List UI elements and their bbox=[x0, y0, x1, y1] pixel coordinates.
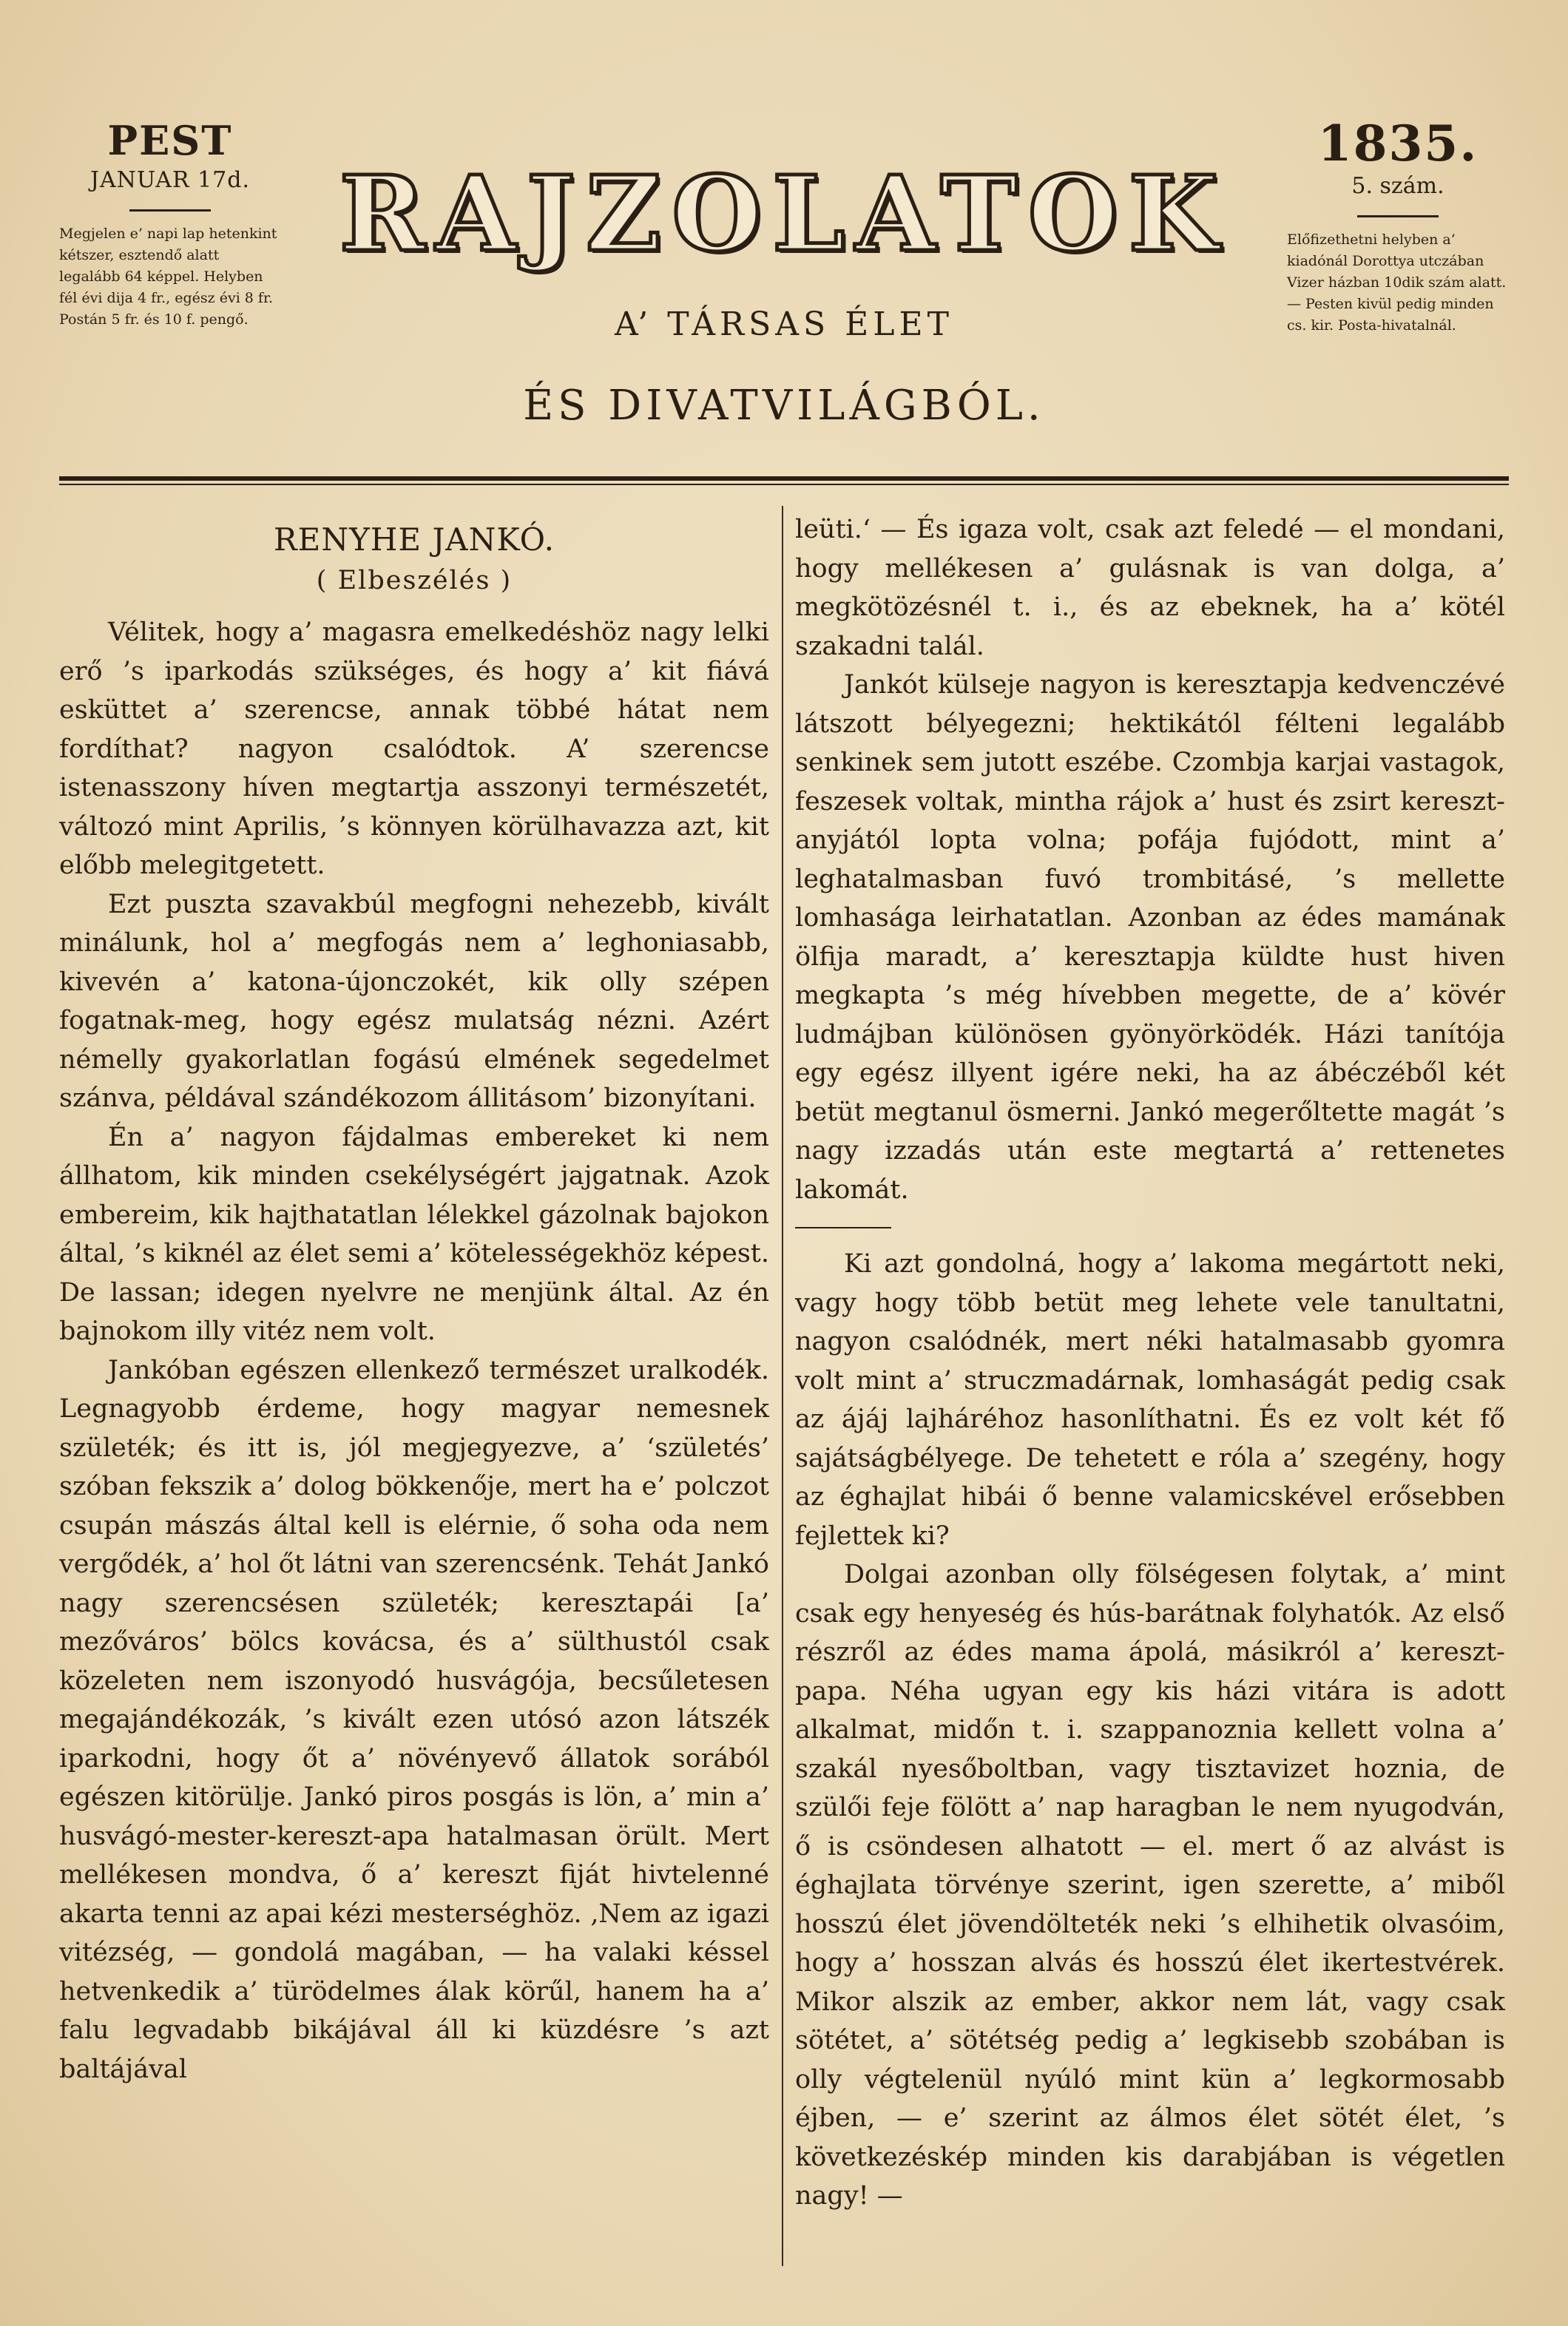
header-left-rule bbox=[129, 209, 211, 212]
story-title: RENYHE JANKÓ. bbox=[274, 521, 555, 558]
paragraph: Ezt puszta szavakbúl megfogni nehezebb, kivált minálunk, hol a’ megfogás nem a’ leghoniasabb, kivevén a’ katona-újonczokét, kik olly szépen fogatnak-meg, hogy egész mulatság nézni. Azért némelly gyakorlatlan fogású elmének segedelmet szánva, példával szándékozom állitásom’ bizonyítani. bbox=[59, 889, 769, 1113]
header-rule-thin bbox=[59, 484, 1509, 485]
header-right-rule bbox=[1357, 215, 1439, 217]
header-rule-thick bbox=[59, 476, 1509, 481]
masthead-title: RAJZOLATOK bbox=[339, 154, 1229, 275]
masthead-subtitle-2: ÉS DIVATVILÁGBÓL. bbox=[523, 382, 1045, 430]
city-name: PEST bbox=[107, 117, 233, 164]
paragraph: leüti.‘ — És igaza volt, csak azt feledé — el mondani, hogy mellékesen a’ gulásnak is van dolga, a’ megkötözésnél t. i., és az ebeknek, ha a’ kötél szakadni talál. bbox=[795, 515, 1505, 661]
subscription-note: Előfizethetni helyben a’ kiadónál Dorottya utczában Vizer házban 10dik szám alatt. — Pesten kivül pedig minden cs. kir. Posta-hivatalnál. bbox=[1287, 231, 1507, 334]
paragraph: Jankóban egészen ellenkező természet uralkodék. Legnagyobb érdeme, hogy magyar nemesnek születék; és itt is, jól megjegyezve, a’ ‘születés’ szóban fekszik a’ dolog bökkenője, mert ha e’ polczot csupán mászás által kell is elérnie, ő soha oda nem vergődék, a’ hol őt látni van szerencsénk. Tehát Jankó nagy szerencsésen születék; keresztapái [a’ mezőváros’ bölcs kovácsa, és a’ sülthustól csak közeleten nem iszonyodó husvágója, becsűletesen megajándékozák, ’s kivált ezen utósó azon látszék iparkodni, hogy őt a’ növényevő állatok sorából egészen kitörülje. Jankó piros posgás is lön, a’ min a’ husvágó-mester-kereszt-apa hatalmasan örült. Mert mellékesen mondva, ő a’ kereszt fiját hivtelenné akarta tenni az apai kézi mesterséghöz. ‚Nem az igazi vitézség, — gondolá magában, — ha valaki késsel hetvenkedik a’ türödelmes álak körűl, hanem ha a’ falu legvadabb bikájával áll ki küzdésre ’s azt baltájával bbox=[59, 1355, 769, 2084]
column-divider bbox=[782, 506, 783, 2266]
paragraph: Ki azt gondolná, hogy a’ lakoma megártott neki, vagy hogy több betüt meg lehete vele tanultatni, nagyon csalódnék, mert néki hatalmasabb gyomra volt mint a’ struczmadárnak, lomhaságát pedig csak az ájáj lajháréhoz hasonlíthatni. És ez volt két fő sajátságbélyege. De tehetett e róla a’ szegény, hogy az éghajlat hibái ő benne valamicskével erősebben fejlettek ki? bbox=[795, 1249, 1505, 1551]
publication-note: Megjelen e’ napi lap hetenkint kétszer, esztendő alatt legalább 64 képpel. Helyben fél évi dija 4 fr., egész évi 8 fr. Postán 5 fr. és 10 f. pengő. bbox=[59, 226, 277, 328]
issue-year: 1835. bbox=[1317, 115, 1479, 172]
paragraph: Jankót külseje nagyon is keresztapja kedvenczévé látszott bélyegezni; hektikától félteni legalább senkinek sem jutott eszébe. Czombja karjai vastagok, feszesek voltak, mintha rájok a’ hust és zsirt kereszt-anyjától lopta volna; pofája fujódott, mint a’ leghatalmasban fuvó trombitásé, ’s mellette lomhasága leirhatatlan. Azonban az édes mamának ölfija maradt, a’ keresztapja küldte hust hiven megkapta ’s még hívebben megette, de a’ kövér ludmájban különösen gyönyörködék. Házi tanítója egy egész illyent igére neki, ha az ábéczéből két betüt megtanul ösmerni. Jankó megerőltette magát ’s nagy izzadás után este megtartá a’ rettenetes lakomát. bbox=[795, 670, 1505, 1205]
issue-number: 5. szám. bbox=[1351, 173, 1444, 199]
right-column bbox=[795, 510, 1505, 2216]
masthead-subtitle-1: A’ TÁRSAS ÉLET bbox=[615, 305, 953, 343]
paragraph: Vélitek, hogy a’ magasra emelkedéshöz nagy lelki erő ’s iparkodás szükséges, és hogy a’ kit fiává esküttet a’ szerencse, annak többé hátat nem fordíthat? nagyon csalódtok. A’ szerencse istenasszony híven megtartja asszonyi természetét, változó mint Aprilis, ’s könnyen körülhavazza azt, kit előbb melegitgetett. bbox=[59, 618, 769, 880]
left-column bbox=[59, 510, 769, 2089]
masthead-block bbox=[325, 154, 1243, 430]
header-right-block bbox=[1287, 115, 1509, 337]
paragraph: Dolgai azonban olly fölségesen folytak, a’ mint csak egy henyeség és hús-barátnak folyhatók. Az első részről az édes mama ápolá, másikról a’ kereszt-papa. Néha ugyan egy kis házi vitára is adott alkalmat, midőn t. i. szappanoznia kellett volna a’ szakál nyesőboltban, vagy tisztavizet hoznia, de szülői feje fölött a’ nap haragban le nem nyugodván, ő is csöndesen alhatott — el. mert ő az alvást is éghajlata törvénye szerint, igen szerette, a’ miből hosszú élet jövendölteték neki ’s elhihetik olvasóim, hogy a’ hosszan alvás és hosszú élet ikertestvérek. Mikor alszik az ember, akkor nem lát, vagy csak sötétet, a’ sötétség pedig a’ legkisebb szobában is olly végtelenül nyúló mint kün a’ legkormosabb éjben, — e’ szerint az álmos élet sötét élet, ’s következéskép minden kis darabjában is végetlen nagy! — bbox=[795, 1560, 1505, 2211]
header-left-block bbox=[59, 118, 281, 331]
story-subtitle: ( Elbeszélés ) bbox=[316, 565, 513, 595]
paragraph: Én a’ nagyon fájdalmas embereket ki nem állhatom, kik minden csekélységért jajgatnak. Azok embereim, kik hajthatatlan lélekkel gázolnak bajokon által, ’s kiknél az élet semi a’ kötelességekhöz képest. De lassan; idegen nyelvre ne menjünk által. Az én bajnokom illy vitéz nem volt. bbox=[59, 1122, 769, 1346]
section-rule bbox=[795, 1227, 891, 1228]
issue-date: JANUAR 17d. bbox=[89, 167, 250, 193]
